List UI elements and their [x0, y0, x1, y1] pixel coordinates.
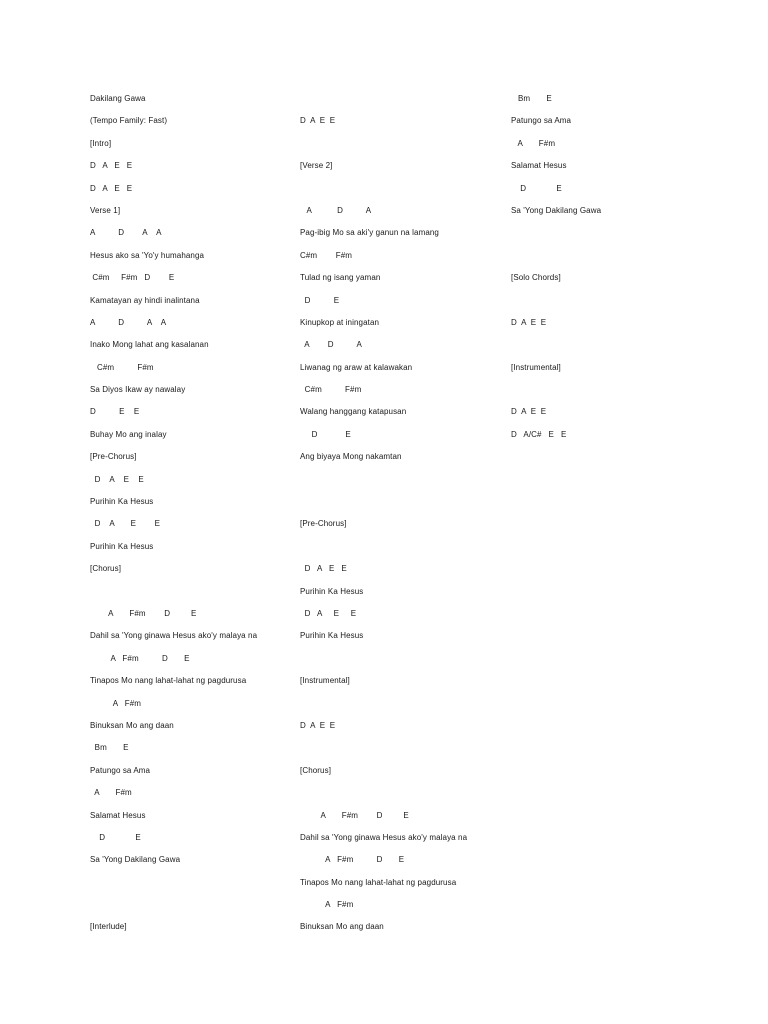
lyric-line: Dahil sa 'Yong ginawa Hesus ako'y malaya na	[300, 832, 468, 842]
lyric-line: A F#m	[90, 788, 132, 798]
lyric-line	[300, 741, 505, 763]
lyric-line: Kamatayan ay hindi inalintana	[90, 295, 200, 305]
column-2	[300, 92, 505, 943]
lyric-line: A F#m D E	[300, 855, 405, 865]
lyric-line: D A E E	[300, 564, 347, 574]
lyric-line: Kinupkop at iningatan	[300, 317, 380, 327]
lyric-line: [Chorus]	[300, 765, 332, 775]
lyric-line: D A E E	[300, 116, 336, 126]
lyric-line: Buhay Mo ang inalay	[90, 429, 167, 439]
lyric-line: Salamat Hesus	[511, 161, 567, 171]
lyric-line: A D A	[300, 205, 372, 215]
lyric-line: A F#m	[511, 138, 556, 148]
lyric-line: Liwanag ng araw at kalawakan	[300, 362, 413, 372]
lyric-line: Sa 'Yong Dakilang Gawa	[90, 855, 181, 865]
lyric-line: D A E E	[511, 407, 547, 417]
lyric-line	[511, 383, 716, 405]
lyric-line: [Instrumental]	[300, 676, 350, 686]
lyric-line: C#m F#m	[90, 362, 154, 372]
lyric-line	[90, 876, 295, 898]
lyric-line: Purihin Ka Hesus	[300, 631, 364, 641]
lyric-line: D A E E	[511, 317, 547, 327]
lyric-line	[300, 473, 505, 495]
lyric-line	[300, 92, 505, 114]
lyric-line: A F#m D E	[90, 653, 190, 663]
lyric-line	[300, 182, 505, 204]
lyric-line	[511, 294, 716, 316]
lyric-line: [Instrumental]	[511, 362, 561, 372]
lyric-line: Inako Mong lahat ang kasalanan	[90, 340, 209, 350]
lyric-line: D A E E	[90, 183, 133, 193]
lyric-line: Patungo sa Ama	[511, 116, 572, 126]
lyric-line: Dakilang Gawa	[90, 94, 146, 103]
lyric-line: A D A A	[90, 228, 162, 238]
lyric-line: Walang hanggang katapusan	[300, 407, 407, 417]
lyric-line: A F#m	[90, 698, 142, 708]
lyric-line: D A E E	[90, 161, 133, 171]
lyric-line: D A E E	[300, 720, 336, 730]
lyric-line: D E E	[90, 407, 140, 417]
lyric-line: Ang biyaya Mong nakamtan	[300, 452, 402, 462]
lyric-line: [Pre-Chorus]	[90, 452, 137, 462]
lyric-line: [Interlude]	[90, 922, 127, 932]
lyric-line: Bm E	[511, 94, 552, 103]
lyric-line: [Intro]	[90, 138, 112, 148]
lyric-line: Verse 1]	[90, 205, 121, 215]
lyric-line: C#m F#m	[300, 250, 353, 260]
lyric-line	[511, 249, 716, 271]
lyric-line	[511, 338, 716, 360]
lyric-line: Tinapos Mo nang lahat-lahat ng pagdurusa	[90, 676, 247, 686]
lyric-line: [Pre-Chorus]	[300, 519, 347, 529]
column-3	[511, 92, 716, 450]
lyric-line: [Chorus]	[90, 564, 122, 574]
lyric-line: Tulad ng isang yaman	[300, 273, 381, 283]
lyric-line: D E	[300, 295, 340, 305]
lyric-line: D E	[90, 832, 141, 842]
lyric-line: C#m F#m D E	[90, 273, 175, 283]
lyric-line: D E	[300, 429, 351, 439]
lyric-line: [Solo Chords]	[511, 273, 561, 283]
lyric-line: D A E E	[90, 474, 144, 484]
lyric-line	[300, 540, 505, 562]
lyric-line: Purihin Ka Hesus	[90, 497, 154, 507]
lyric-line: Tinapos Mo nang lahat-lahat ng pagdurusa	[300, 877, 457, 887]
lyric-line	[300, 786, 505, 808]
lyric-line: D A E E	[300, 608, 357, 618]
lyric-line: D A E E	[90, 519, 161, 529]
lyric-line: Sa Diyos Ikaw ay nawalay	[90, 385, 186, 395]
lyric-line: Pag-ibig Mo sa aki'y ganun na lamang	[300, 228, 439, 238]
lyric-line	[511, 226, 716, 248]
lyric-line	[300, 137, 505, 159]
lyric-line: D A/C# E E	[511, 429, 567, 439]
lyric-line	[90, 898, 295, 920]
lyric-line: Hesus ako sa 'Yo'y humahanga	[90, 250, 205, 260]
lyric-line: Dahil sa 'Yong ginawa Hesus ako'y malaya na	[90, 631, 258, 641]
lyric-line: C#m F#m	[300, 385, 362, 395]
lyric-line: A F#m	[300, 900, 354, 910]
lyric-line: Binuksan Mo ang daan	[90, 720, 174, 730]
lyric-line: A F#m D E	[300, 810, 409, 820]
lyric-line: A D A	[300, 340, 362, 350]
lyric-line: [Verse 2]	[300, 161, 333, 171]
lyric-line	[90, 585, 295, 607]
lyric-line	[300, 495, 505, 517]
lyric-line: A D A A	[90, 317, 167, 327]
lyric-line: (Tempo Family: Fast)	[90, 116, 168, 126]
lyric-line: Purihin Ka Hesus	[90, 541, 154, 551]
lyric-line	[300, 652, 505, 674]
column-1	[90, 92, 295, 943]
lyric-line: A F#m D E	[90, 608, 197, 618]
lyric-line: Bm E	[90, 743, 129, 753]
lyric-line: Patungo sa Ama	[90, 765, 151, 775]
lyric-line: Purihin Ka Hesus	[300, 586, 364, 596]
lyric-line: Salamat Hesus	[90, 810, 146, 820]
lyric-line: Binuksan Mo ang daan	[300, 922, 384, 932]
lyric-line	[300, 697, 505, 719]
lyric-line: D E	[511, 183, 562, 193]
lyric-line: Sa 'Yong Dakilang Gawa	[511, 205, 602, 215]
